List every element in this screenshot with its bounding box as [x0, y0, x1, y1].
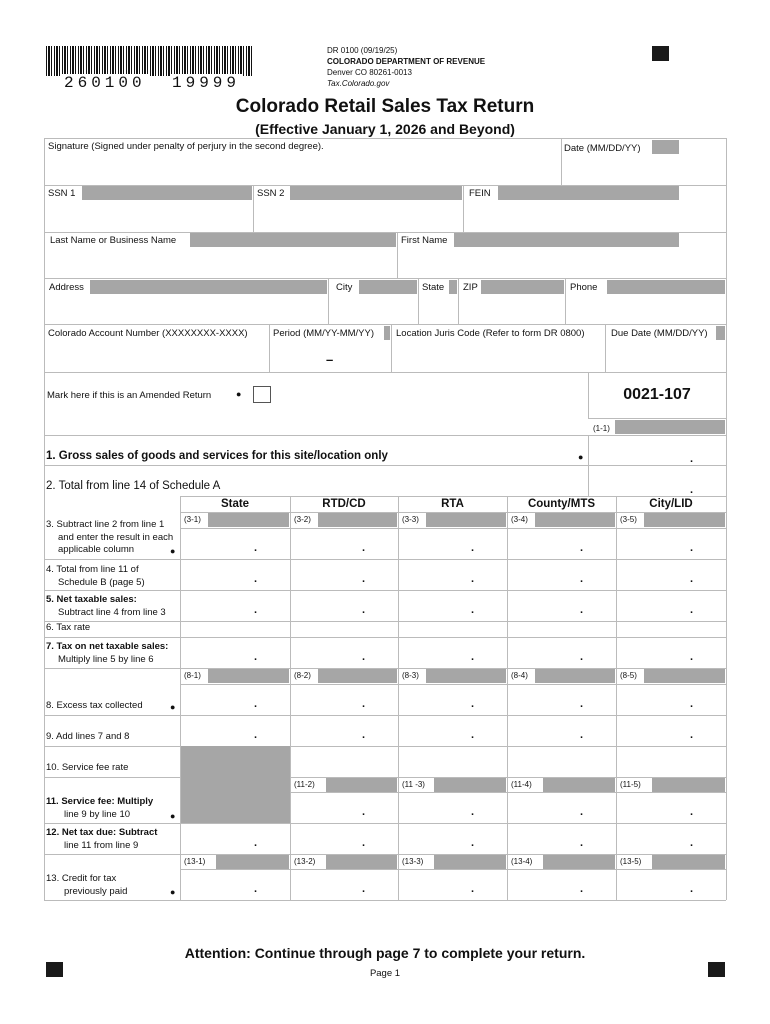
- line3-decimal-2: .: [471, 542, 475, 554]
- line3-field-2[interactable]: [400, 530, 505, 557]
- state-service-fee-shade: [181, 746, 290, 823]
- line13-decimal-4: .: [690, 883, 694, 895]
- ssn2-label: SSN 2: [257, 188, 285, 199]
- line6-label: 6. Tax rate: [46, 622, 91, 633]
- line11-decimal-4: .: [690, 806, 694, 818]
- line4-decimal-0: .: [254, 573, 258, 585]
- line11-text-1: 11. Service fee: Multiply: [46, 796, 154, 807]
- line7-field-2[interactable]: [400, 639, 505, 666]
- line11-field-1[interactable]: [292, 794, 396, 821]
- line7-decimal-2: .: [471, 651, 475, 663]
- line9-decimal-2: .: [471, 729, 475, 741]
- line3-decimal-3: .: [580, 542, 584, 554]
- line12-decimal-1: .: [362, 837, 366, 849]
- line11-decimal-3: .: [580, 806, 584, 818]
- state-label: State: [422, 282, 445, 293]
- row13-code-4: (13-5): [620, 857, 642, 866]
- line3-bullet: ●: [170, 546, 176, 556]
- line9-field-3[interactable]: [509, 717, 614, 744]
- line13-text-1: 13. Credit for tax: [46, 873, 117, 884]
- state-bar: [449, 280, 457, 294]
- fein-label: FEIN: [469, 188, 491, 199]
- column-header-1: RTD/CD: [322, 498, 366, 510]
- line9-field-0[interactable]: [182, 717, 288, 744]
- date-label-bar: [652, 140, 679, 154]
- period-bar: [384, 326, 390, 340]
- row3-bar-1: [318, 513, 397, 527]
- row3-code-3: (3-4): [511, 515, 528, 524]
- row11-bar-4: [652, 778, 725, 792]
- line3-decimal-1: .: [362, 542, 366, 554]
- row8-code-0: (8-1): [184, 671, 201, 680]
- due-date-label: Due Date (MM/DD/YY): [611, 328, 708, 339]
- line5-label: [46, 594, 166, 619]
- row3-bar-0: [208, 513, 289, 527]
- row13-bar-1: [326, 855, 397, 869]
- line3-label: [46, 519, 176, 557]
- line5-decimal-2: .: [471, 604, 475, 616]
- line7-label: [46, 641, 168, 666]
- ssn1-bar: [82, 186, 252, 200]
- first-name-bar: [454, 233, 679, 247]
- line3-field-3[interactable]: [509, 530, 614, 557]
- line4-text-1: 4. Total from line 11 of: [46, 564, 139, 575]
- line13-text-2: previously paid: [64, 885, 128, 897]
- location-code-label: Location Juris Code (Refer to form DR 0800): [396, 328, 585, 339]
- line9-decimal-4: .: [690, 729, 694, 741]
- line12-field-4[interactable]: [618, 825, 724, 852]
- line4-text-2: Schedule B (page 5): [58, 576, 145, 588]
- line9-field-1[interactable]: [292, 717, 396, 744]
- line5-decimal-4: .: [690, 604, 694, 616]
- line9-label: 9. Add lines 7 and 8: [46, 731, 130, 742]
- row13-code-2: (13-3): [402, 857, 424, 866]
- line12-label: [46, 827, 157, 852]
- ssn1-field[interactable]: [48, 202, 251, 230]
- fein-field[interactable]: [467, 202, 677, 230]
- line8-decimal-4: .: [690, 698, 694, 710]
- line5-text-2: Subtract line 4 from line 3: [58, 606, 166, 618]
- line12-field-0[interactable]: [182, 825, 288, 852]
- page-title: Colorado Retail Sales Tax Return: [235, 96, 535, 117]
- line12-field-1[interactable]: [292, 825, 396, 852]
- row8-code-4: (8-5): [620, 671, 637, 680]
- last-name-field[interactable]: [48, 249, 394, 276]
- page-subtitle: (Effective January 1, 2026 and Beyond): [255, 121, 515, 137]
- line11-decimal-2: .: [471, 806, 475, 818]
- line12-text-1: 12. Net tax due: Subtract: [46, 827, 158, 838]
- barcode: [46, 46, 252, 76]
- row11-code-4: (11-5): [620, 780, 641, 789]
- row13-bar-0: [216, 855, 289, 869]
- amended-checkbox[interactable]: [253, 386, 271, 403]
- phone-bar: [607, 280, 725, 294]
- line11-field-3[interactable]: [509, 794, 614, 821]
- line8-field-0[interactable]: [182, 686, 288, 713]
- due-date-field[interactable]: [608, 342, 724, 370]
- account-number-label: Colorado Account Number (XXXXXXXX-XXXX): [48, 328, 248, 339]
- row3-bar-3: [535, 513, 615, 527]
- row11-code-2: (11 -3): [402, 780, 425, 789]
- line7-field-4[interactable]: [618, 639, 724, 666]
- line13-decimal-3: .: [580, 883, 584, 895]
- first-name-label: First Name: [401, 235, 448, 246]
- line5-decimal-0: .: [254, 604, 258, 616]
- line11-decimal-1: .: [362, 806, 366, 818]
- fein-bar: [498, 186, 679, 200]
- row8-bar-0: [208, 669, 289, 683]
- city-label: City: [336, 282, 353, 293]
- due-date-bar: [716, 326, 725, 340]
- registration-mark-top-right: [652, 46, 669, 61]
- line13-field-0[interactable]: [182, 871, 288, 898]
- line12-field-3[interactable]: [509, 825, 614, 852]
- line12-text-2: line 11 from line 9: [64, 839, 139, 851]
- ssn2-field[interactable]: [257, 202, 460, 230]
- line7-field-3[interactable]: [509, 639, 614, 666]
- line3-field-1[interactable]: [292, 530, 396, 557]
- line9-field-2[interactable]: [400, 717, 505, 744]
- department-address: Denver CO 80261-0013: [327, 68, 412, 77]
- row8-bar-2: [426, 669, 506, 683]
- line3-decimal-4: .: [690, 542, 694, 554]
- line1-field[interactable]: [591, 438, 724, 463]
- line4-decimal-4: .: [690, 573, 694, 585]
- line7-field-1[interactable]: [292, 639, 396, 666]
- line4-label: [46, 564, 145, 589]
- line4-field-0[interactable]: [182, 561, 288, 588]
- last-name-bar: [190, 233, 396, 247]
- form-code: 0021-107: [623, 386, 691, 403]
- ssn1-label: SSN 1: [48, 188, 76, 199]
- line6-field-2[interactable]: [400, 623, 505, 635]
- line11-bullet: ●: [170, 811, 176, 821]
- line10-label: 10. Service fee rate: [46, 762, 129, 773]
- row8-code-2: (8-3): [402, 671, 419, 680]
- line5-decimal-3: .: [580, 604, 584, 616]
- line8-field-1[interactable]: [292, 686, 396, 713]
- location-code-field[interactable]: [394, 342, 603, 370]
- row13-code-0: (13-1): [184, 857, 206, 866]
- signature-field[interactable]: [48, 154, 556, 182]
- line2-field[interactable]: [591, 468, 724, 494]
- period-label: Period (MM/YY-MM/YY): [273, 328, 374, 339]
- first-name-field[interactable]: [401, 249, 723, 276]
- line5-decimal-1: .: [362, 604, 366, 616]
- line1-bar: [615, 420, 725, 434]
- line6-field-1[interactable]: [292, 623, 396, 635]
- row11-code-3: (11-4): [511, 780, 532, 789]
- line10-field-4[interactable]: [618, 748, 724, 775]
- line6-field-4[interactable]: [618, 623, 724, 635]
- line7-decimal-0: .: [254, 651, 258, 663]
- line4-field-2[interactable]: [400, 561, 505, 588]
- line1-label: 1. Gross sales of goods and services for this site/location only: [46, 450, 388, 462]
- line3-text-3: applicable column: [58, 544, 135, 555]
- code-1-1: (1-1): [593, 424, 610, 433]
- department-name: COLORADO DEPARTMENT OF REVENUE: [327, 57, 486, 66]
- row11-bar-1: [326, 778, 397, 792]
- line1-bullet: ●: [578, 452, 584, 462]
- line13-field-1[interactable]: [292, 871, 396, 898]
- line9-decimal-0: .: [254, 729, 258, 741]
- address-bar: [90, 280, 327, 294]
- row8-code-1: (8-2): [294, 671, 311, 680]
- line11-label: [46, 796, 153, 821]
- line8-field-3[interactable]: [509, 686, 614, 713]
- row11-bar-2: [434, 778, 506, 792]
- line12-decimal-2: .: [471, 837, 475, 849]
- row3-bar-4: [644, 513, 725, 527]
- row13-bar-3: [543, 855, 615, 869]
- page-number: Page 1: [369, 968, 401, 979]
- period-dash: –: [326, 352, 334, 367]
- line8-label: 8. Excess tax collected: [46, 700, 143, 711]
- line3-text-2: and enter the result in each: [58, 531, 174, 543]
- line13-decimal-2: .: [471, 883, 475, 895]
- zip-label: ZIP: [463, 282, 478, 293]
- row8-bar-4: [644, 669, 725, 683]
- line5-field-2[interactable]: [400, 592, 505, 619]
- line13-field-3[interactable]: [509, 871, 614, 898]
- line10-field-1[interactable]: [292, 748, 396, 775]
- line12-decimal-4: .: [690, 837, 694, 849]
- line11-field-2[interactable]: [400, 794, 505, 821]
- row3-bar-2: [426, 513, 506, 527]
- date-field[interactable]: [564, 157, 724, 183]
- phone-label: Phone: [570, 282, 598, 293]
- line11-text-2: line 9 by line 10: [64, 808, 131, 820]
- row13-bar-4: [652, 855, 725, 869]
- account-number-field[interactable]: [48, 342, 267, 370]
- line8-decimal-3: .: [580, 698, 584, 710]
- city-bar: [359, 280, 417, 294]
- attention-note: Attention: Continue through page 7 to complete your return.: [184, 945, 586, 961]
- barcode-number-left: 260100: [64, 74, 146, 92]
- line6-field-0[interactable]: [182, 623, 288, 635]
- city-field[interactable]: [331, 296, 416, 322]
- line7-decimal-3: .: [580, 651, 584, 663]
- row13-bar-2: [434, 855, 506, 869]
- line5-field-4[interactable]: [618, 592, 724, 619]
- line6-field-3[interactable]: [509, 623, 614, 635]
- line10-field-3[interactable]: [509, 748, 614, 775]
- line12-decimal-0: .: [254, 837, 258, 849]
- form-id: DR 0100 (09/19/25): [327, 46, 398, 55]
- line8-bullet: ●: [170, 702, 176, 712]
- line2-label: 2. Total from line 14 of Schedule A: [46, 480, 221, 492]
- line13-bullet: ●: [170, 887, 176, 897]
- line13-field-2[interactable]: [400, 871, 505, 898]
- line5-text-1: 5. Net taxable sales:: [46, 594, 137, 605]
- row8-code-3: (8-4): [511, 671, 528, 680]
- line4-decimal-3: .: [580, 573, 584, 585]
- row11-bar-3: [543, 778, 615, 792]
- address-field[interactable]: [48, 296, 326, 322]
- line9-decimal-1: .: [362, 729, 366, 741]
- column-header-3: County/MTS: [527, 498, 596, 510]
- line12-field-2[interactable]: [400, 825, 505, 852]
- column-header-4: City/LID: [649, 498, 693, 510]
- line13-label: [46, 873, 127, 898]
- line5-field-3[interactable]: [509, 592, 614, 619]
- row3-code-2: (3-3): [402, 515, 419, 524]
- department-website: Tax.Colorado.gov: [327, 79, 390, 88]
- line7-text-1: 7. Tax on net taxable sales:: [46, 641, 169, 652]
- period-field[interactable]: [272, 342, 389, 370]
- line3-field-4[interactable]: [618, 530, 724, 557]
- row3-code-1: (3-2): [294, 515, 311, 524]
- barcode-number-right: 19999: [172, 74, 241, 92]
- line7-decimal-1: .: [362, 651, 366, 663]
- line4-field-4[interactable]: [618, 561, 724, 588]
- line4-field-1[interactable]: [292, 561, 396, 588]
- line8-decimal-2: .: [471, 698, 475, 710]
- ssn2-bar: [290, 186, 462, 200]
- signature-label: Signature (Signed under penalty of perjury in the second degree).: [48, 141, 324, 152]
- row3-code-0: (3-1): [184, 515, 201, 524]
- line13-decimal-0: .: [254, 883, 258, 895]
- line4-decimal-1: .: [362, 573, 366, 585]
- row11-code-1: (11-2): [294, 780, 315, 789]
- column-header-2: RTA: [441, 498, 464, 510]
- line3-field-0[interactable]: [182, 530, 288, 557]
- line4-field-3[interactable]: [509, 561, 614, 588]
- date-label: Date (MM/DD/YY): [564, 143, 641, 154]
- line8-decimal-1: .: [362, 698, 366, 710]
- line12-decimal-3: .: [580, 837, 584, 849]
- column-header-0: State: [220, 498, 250, 510]
- line13-field-4[interactable]: [618, 871, 724, 898]
- line5-field-0[interactable]: [182, 592, 288, 619]
- line3-decimal-0: .: [254, 542, 258, 554]
- line11-field-4[interactable]: [618, 794, 724, 821]
- line7-decimal-4: .: [690, 651, 694, 663]
- line1-decimal: .: [690, 453, 694, 465]
- line4-decimal-2: .: [471, 573, 475, 585]
- amended-bullet: ●: [236, 389, 242, 399]
- row13-code-3: (13-4): [511, 857, 533, 866]
- phone-field[interactable]: [568, 296, 724, 322]
- last-name-label: Last Name or Business Name: [50, 235, 177, 246]
- line9-decimal-3: .: [580, 729, 584, 741]
- line2-decimal: .: [690, 484, 694, 496]
- line9-field-4[interactable]: [618, 717, 724, 744]
- line8-field-2[interactable]: [400, 686, 505, 713]
- row8-bar-1: [318, 669, 397, 683]
- line3-text-1: 3. Subtract line 2 from line 1: [46, 519, 165, 530]
- line8-decimal-0: .: [254, 698, 258, 710]
- line13-decimal-1: .: [362, 883, 366, 895]
- zip-field[interactable]: [461, 296, 563, 322]
- state-field[interactable]: [421, 296, 456, 322]
- line7-field-0[interactable]: [182, 639, 288, 666]
- row8-bar-3: [535, 669, 615, 683]
- line10-field-2[interactable]: [400, 748, 505, 775]
- row13-code-1: (13-2): [294, 857, 316, 866]
- line8-field-4[interactable]: [618, 686, 724, 713]
- address-label: Address: [49, 282, 84, 293]
- line7-text-2: Multiply line 5 by line 6: [58, 653, 154, 665]
- amended-label: Mark here if this is an Amended Return: [47, 390, 212, 401]
- line5-field-1[interactable]: [292, 592, 396, 619]
- row3-code-4: (3-5): [620, 515, 637, 524]
- zip-bar: [481, 280, 564, 294]
